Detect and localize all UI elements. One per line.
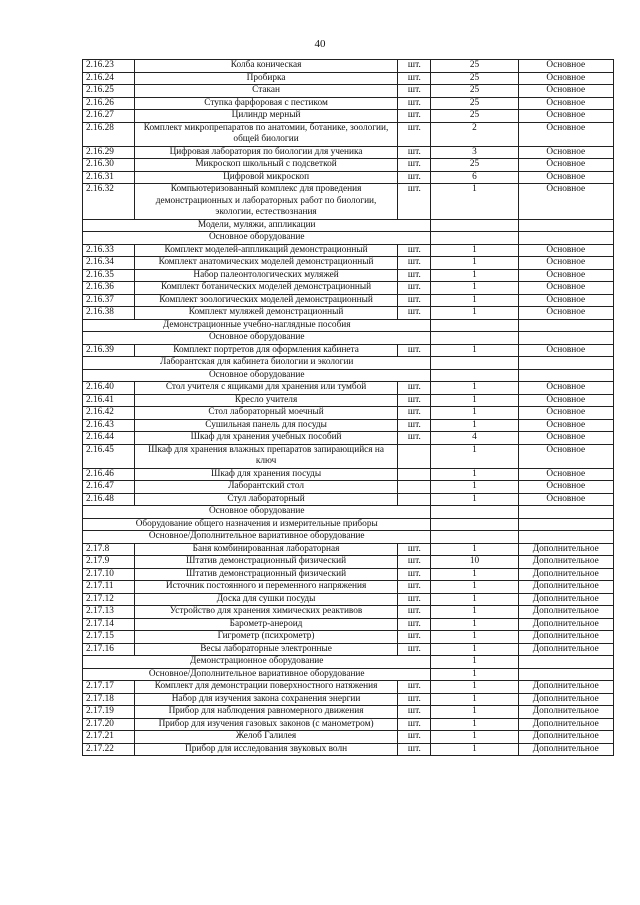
item-type: Дополнительное <box>518 568 613 581</box>
item-code: 2.16.32 <box>83 184 135 220</box>
table-row <box>83 444 614 468</box>
item-code: 2.17.21 <box>83 731 135 744</box>
section-row <box>83 506 614 519</box>
item-type: Дополнительное <box>518 618 613 631</box>
item-type: Дополнительное <box>518 681 613 694</box>
item-unit <box>398 444 431 468</box>
item-unit: шт. <box>398 706 431 719</box>
item-name: Весы лабораторные электронные <box>134 643 397 656</box>
item-code: 2.16.45 <box>83 444 135 468</box>
section-row <box>83 332 614 345</box>
item-unit <box>398 468 431 481</box>
item-name: Сушильная панель для посуды <box>134 419 397 432</box>
item-name: Комплект анатомических моделей демонстрационный <box>134 257 397 270</box>
item-code: 2.17.10 <box>83 568 135 581</box>
item-type: Основное <box>518 481 613 494</box>
item-name: Комплект муляжей демонстрационный <box>134 307 397 320</box>
item-type: Основное <box>518 110 613 123</box>
item-name: Цифровая лаборатория по биологии для ученика <box>134 146 397 159</box>
item-quantity: 1 <box>431 681 518 694</box>
item-code: 2.16.27 <box>83 110 135 123</box>
item-unit: шт. <box>398 693 431 706</box>
item-quantity: 1 <box>431 631 518 644</box>
table-row <box>83 407 614 420</box>
item-unit: шт. <box>398 681 431 694</box>
item-name: Комплект ботанических моделей демонстрационный <box>134 282 397 295</box>
item-name: Цифровой микроскоп <box>134 171 397 184</box>
table-row <box>83 244 614 257</box>
item-quantity: 1 <box>431 581 518 594</box>
item-type: Основное <box>518 382 613 395</box>
item-unit: шт. <box>398 394 431 407</box>
empty-cell <box>518 668 613 681</box>
item-name: Компьютеризованный комплекс для проведения демонстрационных и лабораторных работ по биологии, экологии, естествознания <box>134 184 397 220</box>
item-quantity: 1 <box>431 618 518 631</box>
equipment-table <box>82 59 614 756</box>
item-quantity: 1 <box>431 282 518 295</box>
item-quantity: 25 <box>431 97 518 110</box>
item-name: Колба коническая <box>134 60 397 73</box>
item-code: 2.16.26 <box>83 97 135 110</box>
item-name: Набор для изучения закона сохранения энергии <box>134 693 397 706</box>
item-code: 2.16.40 <box>83 382 135 395</box>
item-type: Основное <box>518 493 613 506</box>
item-code: 2.17.20 <box>83 718 135 731</box>
item-quantity: 1 <box>431 269 518 282</box>
item-code: 2.16.36 <box>83 282 135 295</box>
table-row <box>83 743 614 756</box>
item-quantity: 1 <box>431 344 518 357</box>
section-title: Основное оборудование <box>83 369 431 382</box>
item-quantity: 1 <box>431 743 518 756</box>
item-type: Дополнительное <box>518 706 613 719</box>
item-code: 2.16.30 <box>83 159 135 172</box>
item-code: 2.17.13 <box>83 606 135 619</box>
item-name: Шкаф для хранения влажных препаратов запирающийся на ключ <box>134 444 397 468</box>
item-quantity: 1 <box>431 184 518 220</box>
item-quantity: 25 <box>431 85 518 98</box>
item-type: Дополнительное <box>518 606 613 619</box>
item-quantity: 1 <box>431 407 518 420</box>
table-row <box>83 693 614 706</box>
item-code: 2.16.37 <box>83 294 135 307</box>
item-unit: шт. <box>398 122 431 146</box>
section-title: Основное/Дополнительное вариативное оборудование <box>83 668 431 681</box>
item-unit: шт. <box>398 171 431 184</box>
section-row <box>83 219 614 232</box>
section-row <box>83 668 614 681</box>
item-quantity: 4 <box>431 432 518 445</box>
table-row <box>83 419 614 432</box>
table-row <box>83 72 614 85</box>
item-name: Кресло учителя <box>134 394 397 407</box>
item-quantity: 1 <box>431 568 518 581</box>
item-unit: шт. <box>398 85 431 98</box>
empty-cell <box>518 332 613 345</box>
item-name: Микроскоп школьный с подсветкой <box>134 159 397 172</box>
section-row <box>83 319 614 332</box>
item-quantity: 1 <box>431 294 518 307</box>
item-quantity: 1 <box>431 693 518 706</box>
table-row <box>83 294 614 307</box>
item-unit: шт. <box>398 643 431 656</box>
empty-cell <box>431 518 518 531</box>
item-quantity: 1 <box>431 606 518 619</box>
table-row <box>83 282 614 295</box>
item-code: 2.16.23 <box>83 60 135 73</box>
item-quantity: 1 <box>431 643 518 656</box>
item-quantity: 25 <box>431 60 518 73</box>
section-title: Основное оборудование <box>83 506 431 519</box>
item-code: 2.16.25 <box>83 85 135 98</box>
item-type: Дополнительное <box>518 556 613 569</box>
item-type: Основное <box>518 432 613 445</box>
item-unit: шт. <box>398 184 431 220</box>
item-type: Основное <box>518 468 613 481</box>
table-row <box>83 344 614 357</box>
item-unit <box>398 481 431 494</box>
item-type: Основное <box>518 171 613 184</box>
item-name: Желоб Галилея <box>134 731 397 744</box>
item-unit: шт. <box>398 631 431 644</box>
item-quantity: 1 <box>431 706 518 719</box>
item-unit: шт. <box>398 257 431 270</box>
item-type: Дополнительное <box>518 593 613 606</box>
item-type: Основное <box>518 72 613 85</box>
table-row <box>83 568 614 581</box>
item-type: Основное <box>518 159 613 172</box>
item-code: 2.16.42 <box>83 407 135 420</box>
item-code: 2.16.28 <box>83 122 135 146</box>
item-quantity: 1 <box>431 307 518 320</box>
item-name: Стол лабораторный моечный <box>134 407 397 420</box>
table-row <box>83 643 614 656</box>
item-quantity: 1 <box>431 481 518 494</box>
empty-cell <box>518 219 613 232</box>
item-unit: шт. <box>398 556 431 569</box>
item-code: 2.16.38 <box>83 307 135 320</box>
item-quantity: 1 <box>431 593 518 606</box>
item-name: Комплект зоологических моделей демонстрационный <box>134 294 397 307</box>
empty-cell <box>431 531 518 544</box>
empty-cell <box>518 506 613 519</box>
item-type: Дополнительное <box>518 543 613 556</box>
item-code: 2.16.31 <box>83 171 135 184</box>
empty-cell <box>431 332 518 345</box>
section-title: Демонстрационное оборудование <box>83 656 431 669</box>
item-name: Комплект микропрепаратов по анатомии, ботанике, зоологии, общей биологии <box>134 122 397 146</box>
table-row <box>83 618 614 631</box>
table-row <box>83 718 614 731</box>
item-unit: шт. <box>398 294 431 307</box>
empty-cell <box>431 369 518 382</box>
section-title: Основное/Дополнительное вариативное оборудование <box>83 531 431 544</box>
item-quantity: 2 <box>431 122 518 146</box>
table-row <box>83 631 614 644</box>
item-type: Основное <box>518 269 613 282</box>
item-name: Барометр-анероид <box>134 618 397 631</box>
item-name: Комплект портретов для оформления кабинета <box>134 344 397 357</box>
empty-cell <box>518 357 613 370</box>
item-name: Комплект для демонстрации поверхностного натяжения <box>134 681 397 694</box>
empty-cell <box>431 357 518 370</box>
item-code: 2.16.24 <box>83 72 135 85</box>
item-unit: шт. <box>398 307 431 320</box>
table-row <box>83 382 614 395</box>
table-row <box>83 481 614 494</box>
item-code: 2.16.34 <box>83 257 135 270</box>
section-title: Оборудование общего назначения и измерительные приборы <box>83 518 431 531</box>
item-code: 2.17.16 <box>83 643 135 656</box>
section-row <box>83 357 614 370</box>
section-row <box>83 232 614 245</box>
item-name: Гигрометр (психрометр) <box>134 631 397 644</box>
item-code: 2.17.18 <box>83 693 135 706</box>
item-type: Дополнительное <box>518 643 613 656</box>
item-code: 2.16.48 <box>83 493 135 506</box>
item-name: Устройство для хранения химических реактивов <box>134 606 397 619</box>
item-unit: шт. <box>398 269 431 282</box>
item-name: Пробирка <box>134 72 397 85</box>
item-quantity: 1 <box>431 468 518 481</box>
item-type: Основное <box>518 444 613 468</box>
table-row <box>83 543 614 556</box>
item-unit: шт. <box>398 432 431 445</box>
empty-cell <box>431 232 518 245</box>
empty-cell <box>431 319 518 332</box>
section-title: Лаборантская для кабинета биологии и экологии <box>83 357 431 370</box>
item-name: Штатив демонстрационный физический <box>134 556 397 569</box>
item-quantity: 1 <box>431 257 518 270</box>
item-quantity: 6 <box>431 171 518 184</box>
table-row <box>83 493 614 506</box>
item-type: Основное <box>518 407 613 420</box>
item-unit: шт. <box>398 419 431 432</box>
item-unit: шт. <box>398 110 431 123</box>
item-code: 2.16.35 <box>83 269 135 282</box>
item-code: 2.17.14 <box>83 618 135 631</box>
item-code: 2.17.11 <box>83 581 135 594</box>
table-row <box>83 468 614 481</box>
item-unit: шт. <box>398 244 431 257</box>
empty-cell <box>518 518 613 531</box>
item-name: Ступка фарфоровая с пестиком <box>134 97 397 110</box>
table-row <box>83 394 614 407</box>
item-quantity: 1 <box>431 493 518 506</box>
item-code: 2.17.8 <box>83 543 135 556</box>
item-unit: шт. <box>398 543 431 556</box>
item-unit: шт. <box>398 606 431 619</box>
item-unit: шт. <box>398 159 431 172</box>
item-type: Основное <box>518 419 613 432</box>
item-code: 2.17.17 <box>83 681 135 694</box>
page-number: 40 <box>314 38 326 50</box>
section-title: Основное оборудование <box>83 232 431 245</box>
table-row <box>83 432 614 445</box>
section-row <box>83 531 614 544</box>
item-name: Баня комбинированная лабораторная <box>134 543 397 556</box>
table-row <box>83 159 614 172</box>
empty-cell <box>518 656 613 669</box>
item-quantity: 1 <box>431 244 518 257</box>
item-quantity: 1 <box>431 543 518 556</box>
item-unit: шт. <box>398 718 431 731</box>
item-unit: шт. <box>398 581 431 594</box>
item-code: 2.16.41 <box>83 394 135 407</box>
item-quantity: 1 <box>431 382 518 395</box>
item-quantity: 1 <box>431 718 518 731</box>
section-row <box>83 518 614 531</box>
table-row <box>83 257 614 270</box>
item-type: Дополнительное <box>518 718 613 731</box>
item-type: Основное <box>518 294 613 307</box>
table-row <box>83 593 614 606</box>
equipment-table-body <box>83 60 614 756</box>
item-unit: шт. <box>398 146 431 159</box>
item-type: Дополнительное <box>518 581 613 594</box>
item-type: Основное <box>518 184 613 220</box>
item-unit: шт. <box>398 282 431 295</box>
item-code: 2.17.12 <box>83 593 135 606</box>
item-unit: шт. <box>398 407 431 420</box>
item-code: 2.16.39 <box>83 344 135 357</box>
empty-cell <box>518 232 613 245</box>
item-unit: шт. <box>398 382 431 395</box>
item-type: Основное <box>518 282 613 295</box>
item-unit: шт. <box>398 743 431 756</box>
item-name: Штатив демонстрационный физический <box>134 568 397 581</box>
item-code: 2.16.43 <box>83 419 135 432</box>
empty-cell <box>431 219 518 232</box>
item-quantity: 1 <box>431 444 518 468</box>
table-row <box>83 122 614 146</box>
item-type: Дополнительное <box>518 693 613 706</box>
table-row <box>83 307 614 320</box>
section-title: Модели, муляжи, аппликации <box>83 219 431 232</box>
item-unit: шт. <box>398 344 431 357</box>
section-title: Демонстрационные учебно-наглядные пособия <box>83 319 431 332</box>
item-name: Прибор для исследования звуковых волн <box>134 743 397 756</box>
item-unit: шт. <box>398 618 431 631</box>
table-row <box>83 681 614 694</box>
item-unit <box>398 493 431 506</box>
item-code: 2.16.47 <box>83 481 135 494</box>
item-name: Шкаф для хранения учебных пособий <box>134 432 397 445</box>
item-name: Прибор для изучения газовых законов (с манометром) <box>134 718 397 731</box>
item-name: Прибор для наблюдения равномерного движения <box>134 706 397 719</box>
table-row <box>83 110 614 123</box>
table-row <box>83 171 614 184</box>
item-name: Лаборантский стол <box>134 481 397 494</box>
item-code: 2.16.33 <box>83 244 135 257</box>
item-type: Основное <box>518 257 613 270</box>
table-row <box>83 581 614 594</box>
table-row <box>83 556 614 569</box>
empty-cell <box>431 506 518 519</box>
item-type: Основное <box>518 85 613 98</box>
table-row <box>83 60 614 73</box>
item-name: Стакан <box>134 85 397 98</box>
item-name: Источник постоянного и переменного напряжения <box>134 581 397 594</box>
empty-cell <box>518 369 613 382</box>
table-row <box>83 731 614 744</box>
table-row <box>83 706 614 719</box>
table-row <box>83 97 614 110</box>
table-row <box>83 606 614 619</box>
item-type: Основное <box>518 97 613 110</box>
section-row <box>83 656 614 669</box>
item-quantity: 10 <box>431 556 518 569</box>
item-quantity: 1 <box>431 419 518 432</box>
section-quantity: 1 <box>431 656 518 669</box>
item-type: Дополнительное <box>518 631 613 644</box>
section-title: Основное оборудование <box>83 332 431 345</box>
item-type: Дополнительное <box>518 731 613 744</box>
item-unit: шт. <box>398 568 431 581</box>
item-unit: шт. <box>398 72 431 85</box>
item-name: Комплект моделей-аппликаций демонстрационный <box>134 244 397 257</box>
item-name: Стол учителя с ящиками для хранения или тумбой <box>134 382 397 395</box>
item-type: Основное <box>518 244 613 257</box>
table-row <box>83 85 614 98</box>
item-type: Основное <box>518 394 613 407</box>
item-quantity: 1 <box>431 394 518 407</box>
item-type: Основное <box>518 344 613 357</box>
item-code: 2.17.19 <box>83 706 135 719</box>
item-code: 2.16.29 <box>83 146 135 159</box>
table-row <box>83 146 614 159</box>
item-code: 2.16.44 <box>83 432 135 445</box>
item-name: Набор палеонтологических муляжей <box>134 269 397 282</box>
item-type: Основное <box>518 122 613 146</box>
item-quantity: 1 <box>431 731 518 744</box>
empty-cell <box>518 531 613 544</box>
item-type: Основное <box>518 307 613 320</box>
item-code: 2.16.46 <box>83 468 135 481</box>
item-quantity: 25 <box>431 159 518 172</box>
table-row <box>83 184 614 220</box>
item-type: Дополнительное <box>518 743 613 756</box>
section-row <box>83 369 614 382</box>
empty-cell <box>518 319 613 332</box>
item-unit: шт. <box>398 60 431 73</box>
table-row <box>83 269 614 282</box>
item-unit: шт. <box>398 97 431 110</box>
item-name: Стул лабораторный <box>134 493 397 506</box>
item-name: Доска для сушки посуды <box>134 593 397 606</box>
item-quantity: 25 <box>431 110 518 123</box>
item-code: 2.17.22 <box>83 743 135 756</box>
item-type: Основное <box>518 60 613 73</box>
item-quantity: 3 <box>431 146 518 159</box>
item-code: 2.17.15 <box>83 631 135 644</box>
section-quantity: 1 <box>431 668 518 681</box>
item-unit: шт. <box>398 731 431 744</box>
item-unit: шт. <box>398 593 431 606</box>
item-type: Основное <box>518 146 613 159</box>
item-name: Цилиндр мерный <box>134 110 397 123</box>
item-code: 2.17.9 <box>83 556 135 569</box>
item-quantity: 25 <box>431 72 518 85</box>
item-name: Шкаф для хранения посуды <box>134 468 397 481</box>
